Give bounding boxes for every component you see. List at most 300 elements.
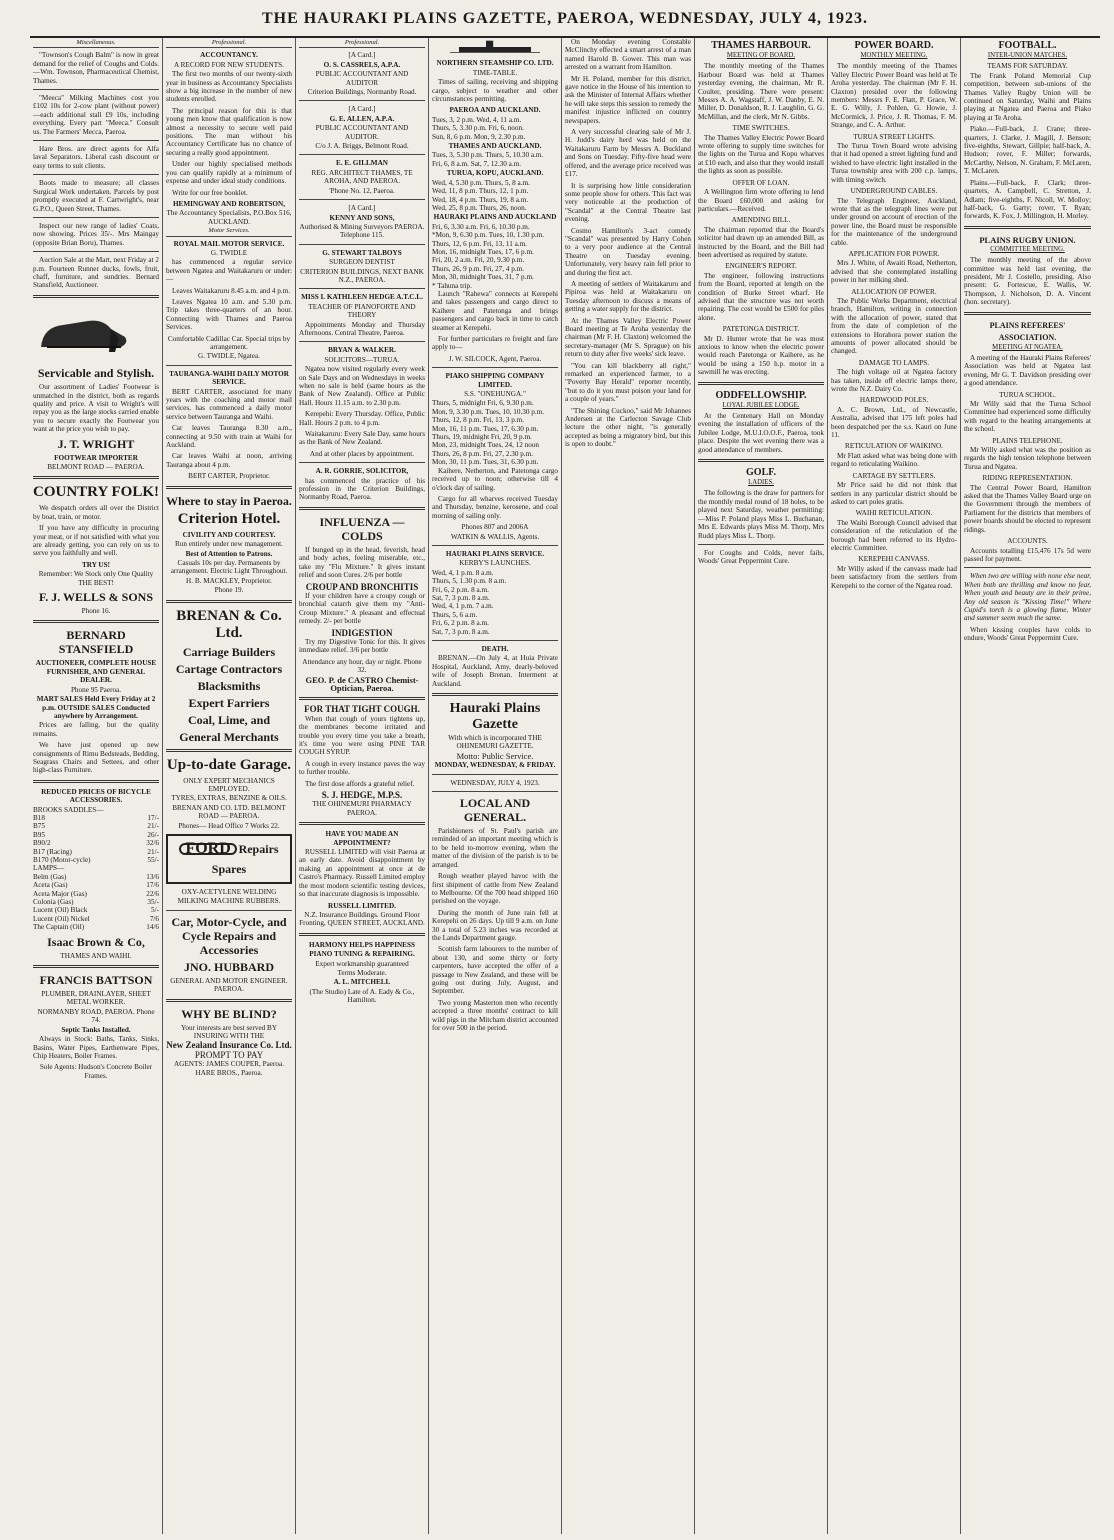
gorrie-text: has commenced the practice of his profession in the Criterion Buildings, Normanby Road, Paeroa. (299, 476, 425, 502)
bryan-walker: BRYAN & WALKER. (328, 346, 396, 355)
card-label: [A Card.] (348, 51, 376, 60)
kerby-rows (432, 569, 558, 636)
timetable-row: Wed, 18, 4 p.m. Thurs, 19, 8 a.m. (432, 195, 529, 204)
hauraki-auckland-head: HAURAKI PLAINS AND AUCKLAND (433, 213, 557, 222)
battson-address: NORMANBY ROAD, PAEROA. Phone 74. (37, 1007, 155, 1025)
bryan-sub: SOLICITORS—TURUA. (324, 355, 400, 364)
subhead: ACCOUNTS. (1007, 537, 1048, 546)
talboys-address: CRITERION BUILDINGS, NEXT BANK N.Z., PAEROA. (300, 267, 424, 284)
lamp-price-row: Aceta Major (Gas) 22/6 (33, 889, 159, 898)
ad-coats: Inspect our new range of ladies' Coats, now showing. Prices 35/-. Mrs Maingay (opposite Brian Boru), Thames. (33, 221, 159, 247)
thames-auckland-rows (432, 151, 558, 168)
car-repairs: Car, Motor-Cycle, and Cycle Repairs and Accessories (171, 914, 287, 957)
article-head: THAMES HARBOUR. (711, 40, 811, 51)
criterion-text-1: Run entirely under new management. (175, 540, 283, 549)
hedge-mps: S. J. HEDGE, M.P.S. (321, 790, 403, 801)
kenny-name: KENNY AND SONS, (329, 213, 395, 222)
battson-name: FRANCIS BATTSON (39, 973, 153, 988)
lamp-price-row: Lucent (Oil) Black 5/- (33, 906, 159, 915)
article-head: PLAINS RUGBY UNION. (979, 234, 1076, 245)
article-sub: INTER-UNION MATCHES. (987, 52, 1068, 59)
subhead: CARTAGE BY SETTLERS. (852, 471, 936, 480)
timetable-row: Thurs, 12, 6 p.m. Fri, 13, 11 a.m. (432, 239, 527, 248)
article-para: The engineer, following instructions from the Board, reported at length on the condition of Burke Street wharf. He advised that the structure was not worth repairing. The cost would be £500 for piles alone. (698, 271, 824, 322)
newspaper-page (30, 38, 1100, 1534)
shoe-text: Our assortment of Ladies' Footwear is unmatched in the district, both as regards quality and price. A visit to Wright's will repay you as the large stocks carried enable you to secure exactly the Footwear you want at the price you wish to pay. (33, 383, 159, 434)
subhead: ALLOCATION OF POWER. (851, 287, 937, 296)
further-text: For further particulars re freight and fare apply to— (432, 335, 558, 352)
bryan-ngatea: Ngatea now visited regularly every week on Sale Days and on Wednesdays in weeks when no sale is held (same hours as the Bank of New Zealand). Office at Public Hall. Hours 11.15 a.m. to 2.30 p.m. (299, 365, 425, 407)
section-label: Miscellaneous. (33, 39, 159, 48)
hedge-sub: TEACHER OF PIANOFORTE AND THEORY (308, 302, 416, 320)
timetable-row: Mon, 30, midnight Tues, 31, 7 p.m. (432, 273, 534, 282)
sole-agents: Sole Agents: Hudson's Concrete Boiler Frames. (39, 1063, 153, 1080)
criterion-hotel: Criterion Hotel. (177, 510, 281, 527)
news-para: A very successful clearing sale of Mr J. H. Judd's dairy herd was held on the Waitakaruru Farm by Messrs A. Buckland and Sons on Tuesday. Fifty-five head were offered, and the average price received was £17. (565, 128, 691, 179)
subhead: RIDING REPRESENTATION. (982, 474, 1073, 483)
ford-repairs: Repairs (238, 841, 279, 856)
kerby: KERBY'S LAUNCHES. (459, 559, 531, 568)
subhead: KEREPEHI CANVASS. (858, 555, 930, 564)
article-para: The Turua Town Board wrote advising that it had opened a street lighting fund and wished to have electric light installed in the Turua township area with 200 c.p. lamps, with timing switch. (831, 142, 957, 184)
article-para: Accounts totalling £15,476 17s 5d were passed for payment. (964, 546, 1091, 563)
ford-ad (166, 834, 292, 884)
ad-cough-balm: "Townson's Cough Balm" is now in great demand for the relief of Coughs and Colds.—Wm. Townson, Pharmaceutical Chemist, Thames. (33, 51, 159, 85)
turua-kopu-rows (432, 179, 558, 213)
accountancy-head: ACCOUNTANCY. (200, 51, 258, 60)
twidle-signature: G. TWIDLE, Ngatea. (198, 352, 260, 361)
saddle-price-row: B90/2 32/6 (33, 839, 159, 848)
paper-days: MONDAY, WEDNESDAY, & FRIDAY. (434, 761, 556, 770)
timetable-row: Fri, 6, 2 p.m. 8 a.m. (432, 619, 489, 628)
subhead: PLAINS TELEPHONE. (992, 436, 1063, 445)
tauranga-head: TAURANGA-WAIHI DAILY MOTOR SERVICE. (169, 369, 289, 387)
garage-text-2: TYRES, EXTRAS, BENZINE & OILS. (171, 794, 287, 803)
article-head: POWER BOARD. (854, 40, 934, 51)
brenan-service: Carriage Builders (182, 644, 276, 659)
paeroa-auckland-rows (432, 116, 558, 141)
russell-name: RUSSELL LIMITED. (328, 901, 396, 910)
lamp-price-row: Belm (Gas) 13/6 (33, 872, 159, 881)
article-para: A. C. Brown, Ltd., of Newcastle, Australia, advised that 175 left poles had been despatched per the s.s. Kauri on June 11. (831, 405, 957, 440)
news-para: Cosmo Hamilton's 3-act comedy "Scandal" was presented by Harry Cohen to a very poor audience at the Central Theatre on Tuesday evening. Unfortunately, very heavy rain fell prior to and during the first act. (565, 226, 691, 277)
death-text: BRENAN.—On July 4, at Huia Private Hospital, Auckland, Amy, dearly-beloved wife of Joseph Brenan. Interment at Auckland. (432, 654, 558, 688)
article-para: The Thames Valley Electric Power Board wrote offering to supply time switches for the lights on the Turua and Kopu wharves at £10 each, and also that they would install the lights as soon as possible. (698, 133, 824, 176)
timetable-row: Wed, 4, 5.30 p.m. Thurs, 5, 8 a.m. (432, 178, 530, 187)
hauraki-auckland-rows (432, 223, 558, 282)
paeroa-auckland-head: PAEROA AND AUCKLAND. (449, 106, 541, 115)
column-professional-2 (296, 38, 429, 1534)
hemingway-sub: The Accountancy Specialists, P.O.Box 516, AUCKLAND. (166, 209, 292, 226)
article-sub: MEETING OF BOARD. (726, 52, 796, 59)
subhead: PATETONGA DISTRICT. (722, 325, 800, 334)
local-text-4: Scottish farm labourers to the number of about 130, and some thirty or forty carpenters, have accepted the offer of a passage to New Zealand, and these will be going out during July, August, and September. (432, 945, 558, 996)
lamp-price-list (33, 873, 159, 932)
timetable-row: Sun, 8, 6 p.m. Mon, 9, 2.30 p.m. (432, 132, 526, 141)
article-para: The Central Power Board, Hamilton asked that the Thames Valley Board urge on the Government through the members of Parliament for the districts that members of power boards should be elected to represent ridings. (964, 483, 1091, 534)
timetable-row: Thurs, 5, midnight Fri, 6, 9.30 p.m. (432, 399, 534, 408)
tight-cough-text-2: A cough in every instance paves the way to further trouble. (299, 759, 425, 777)
bernard-name: BERNARD STANSFIELD (58, 628, 134, 657)
watkin: WATKIN & WALLIS, Agents. (450, 532, 540, 541)
column-shipping (429, 38, 562, 1534)
croup-text: If your children have a croupy cough or bronchial catarrh give them my "Anti-Croup Mixture." A pleasant and effectual remedy. 2/- per bottle (299, 591, 425, 626)
royal-mail-head: ROYAL MAIL MOTOR SERVICE. (173, 239, 285, 248)
article-para: Mr Willy asked if the canvass made had been satisfactory from the settlers from Kerepehi to the corner of the Ngatea road. (831, 564, 957, 590)
article-para: Mr D. Hunter wrote that he was most anxious to know when the electric power would reach Patetonga or Kaihere, as he would be using a 150 h.p. motor in a sawmill he was erecting. (698, 334, 824, 377)
mart-text-3: We have just opened up new consignments of Rimu Bedsteads, Bedding, Seagrass Chairs and Settees, and other high-class Furniture. (33, 741, 159, 775)
twidle-name: G. TWIDLE (210, 248, 248, 257)
saddle-price-row: B95 26/- (33, 830, 159, 839)
article-para: The monthly meeting of the above committee was held last evening, the president, Mr J. Costello, presiding. Also present: G. Fortescue, E. Wallis, W. Thompson, J. Nicholson, D. A. Vincent (hon. secretary). (964, 256, 1091, 307)
article-para: The monthly meeting of the Thames Valley Electric Power Board was held at Te Aroha yesterday. The chairman (Mr F. H. Claxton) presided over the following members: Messrs F. E. Flatt, P. Grace, W. E. G. Willy, J. Pohlen, G. Howie, J. McCormick, J. Price, J. R. Thomas, F. M. Strange, and C. A. Arthur. (831, 62, 957, 130)
article-sub: MEETING AT NGATEA. (992, 343, 1063, 351)
country-folk-title: COUNTRY FOLK! (33, 484, 159, 501)
timetable-row: Sat, 7, 3 p.m. 8 a.m. (432, 593, 490, 602)
ford-logo: FORD (179, 843, 236, 855)
article-para: Plains.—Full-back, F. Clark; three-quarters, A. Campbell, C. Stretton, J. Adlam; five-eighths, F. Nicoll, W. Molloy; half-back, G. Garty; rover, T. Ryan; forwards, K. Fox, J. Millington, H. Morley. (964, 178, 1091, 221)
column-power-board (828, 38, 961, 1534)
timetable-row: Wed, 4, 1 p.m. 8 a.m. (432, 568, 494, 577)
lamp-price-row: Aceta (Gas) 17/6 (33, 881, 159, 890)
expert-work: Expert workmanship guaranteed (315, 959, 409, 968)
subhead: TIME SWITCHES. (732, 124, 790, 133)
article-para: The following is the draw for partners for the monthly medal round of 18 holes, to be played next Saturday, weather permitting:—Miss P. Poland plays Miss L. Buchanan, Mrs E. Edwards plays Miss M. Thorp, Mrs Rudd plays Miss L. Thorp. (698, 489, 824, 540)
article-para: Mr Willy asked what was the position as regards the high tension telephone between Turua and Ngatea. (964, 446, 1091, 471)
article-head: ODDFELLOWSHIP. (715, 389, 807, 401)
column-news (562, 38, 695, 1534)
brenan-service: Cartage Contractors (175, 661, 283, 676)
subhead: WAIHI RETICULATION. (855, 509, 933, 518)
launch-text: Launch "Rahewa" connects at Kerepehi and takes passengers and cargo direct to Kaihere and Patetonga and brings passengers and cargo back in time to catch steamer at Kerepehi. (432, 289, 558, 332)
saddle-price-row: B18 17/- (33, 813, 159, 822)
timetable-row: Wed, 25, 8 p.m. Thurs, 26, noon. (432, 203, 527, 212)
criterion-text-3: Casuals 10s per day. Permanents by arrangement. Electric Light Throughout. (170, 558, 288, 576)
onehunga: S.S. "ONEHUNGA." (464, 390, 526, 399)
appointment-title: HAVE YOU MADE AN APPOINTMENT? (325, 830, 399, 847)
bernard-sub: AUCTIONEER, COMPLETE HOUSE FURNISHER, AND GENERAL DEALER. (35, 659, 157, 685)
piako-rows (432, 399, 558, 466)
news-para: "You can kill blackberry all right," remarked an experienced farmer, to a "Poverty Bay Herald" reporter recently, "but to do it you must poison your land for a couple of years." (565, 361, 691, 404)
timetable-row: Mon, 30, 11 p.m. Tues, 31, 6.30 p.m. (432, 458, 539, 467)
tahuna-note: * Tahuna trip. (432, 281, 472, 290)
wells-phone: Phone 16. (81, 607, 111, 616)
brenan-name: BRENAN & Co. Ltd. (176, 607, 282, 641)
accountancy-text-4: Write for our free booklet. (172, 188, 248, 197)
paper-sub: With which is incorporated THE OHINEMURI GAZETTE. (448, 734, 542, 751)
terms: Terms Moderate. (337, 968, 387, 977)
local-text-5: Two young Masterton men who recently accepted a three months' contract to kill wild pigs in the Mitcham district accounted for over 500 in the period. (432, 998, 558, 1032)
subhead: TURUA STREET LIGHTS. (853, 132, 935, 141)
accountancy-text-1: The first two months of our twenty-sixth year in business as Accountancy Specialists show a big increase in the number of new students enrolled. (166, 70, 292, 104)
indigestion-text: Try my Digestive Tonic for this. It gives immediate relief. 3/6 per bottle (299, 637, 425, 655)
subhead: ENGINEER'S REPORT. (725, 262, 797, 271)
article-para: The chairman reported that the Board's solicitor had drawn up an amended Bill, as instructed by the Board, and the Bill had been advertised as required by statute. (698, 225, 824, 259)
column-miscellaneous (30, 38, 163, 1534)
article-sub: LOYAL JUBILEE LODGE. (722, 401, 800, 409)
timetable-row: Thurs, 5, 3.30 p.m. Fri, 6, noon. (432, 124, 524, 133)
country-text-2: If you have any difficulty in procuring your meat, or if not satisfied with what you are already getting, you can rely on us to serve you faithfully and well. (33, 524, 159, 558)
turua-kopu-head: TURUA, KOPU, AUCKLAND. (446, 169, 544, 178)
subhead: UNDERGROUND CABLES. (850, 187, 938, 196)
insurance-agents: AGENTS: JAMES COUPER, Paeroa. HARE BROS., Paeroa. (173, 1060, 284, 1077)
silcock: J. W. SILCOCK, Agent, Paeroa. (448, 354, 542, 363)
news-para: At the Thames Valley Electric Power Board meeting at Te Aroha yesterday the chairman (Mr F. H. Claxton) welcomed the secretary-manager (Mr S. Sprague) on his return to duty after five weeks' sick leave. (565, 316, 691, 359)
civility: CIVILITY AND COURTESY. (182, 530, 276, 539)
timetable-row: Fri, 20, 2 a.m. Fri, 20, 9.30 p.m. (432, 256, 525, 265)
piano-tuning: PIANO TUNING & REPAIRING. (309, 950, 415, 959)
twidle-text-1: has commenced a regular service between Ngatea and Waitakaruru or under:— (166, 258, 292, 284)
timetable-row: Mon, 23, midnight Tues, 24, 12 noon (432, 441, 540, 450)
subhead: OFFER OF LOAN. (732, 178, 790, 187)
garage-text-1: ONLY EXPERT MECHANICS EMPLOYED. (183, 776, 275, 793)
news-para: Mr H. Poland, member for this district, gave notice in the House of his intention to ask the Minister of Internal Affairs whether he will take steps this session to remedy the manifest injustice inflicted on country newspapers. (565, 74, 691, 125)
brenan-service: General Merchants (179, 729, 279, 744)
appointment-text: RUSSELL LIMITED will visit Paeroa at an early date. Avoid disappointment by making an appointment at once at de Castro's Pharmacy. Russell Limited employ the most modern scientific testing devices, so that inaccurate diagnosis is impossible. (299, 848, 425, 899)
article-head: PLAINS REFEREES' ASSOCIATION. (989, 320, 1066, 342)
gillman-phone: 'Phone No. 12, Paeroa. (329, 186, 395, 195)
card-label: [A Card.] (348, 204, 376, 213)
phones: Phones 807 and 2006A (461, 523, 529, 532)
article-head: GOLF. (746, 467, 776, 479)
bryan-other: And at other places by appointment. (309, 449, 415, 458)
timetable-row: Thurs, 26, 8 p.m. Fri, 27, 2.30 p.m. (432, 449, 534, 458)
lamps-label: LAMPS— (33, 864, 65, 873)
mart-sales: MART SALES Held Every Friday at 2 p.m. OUTSIDE SALES Conducted anywhere by Arrangement. (36, 695, 156, 720)
thames-auckland-head: THAMES AND AUCKLAND. (448, 142, 542, 151)
accountancy-sub: A RECORD FOR NEW STUDENTS. (174, 60, 284, 69)
timetable-row: Thurs, 5, 6 a.m. (432, 610, 478, 619)
saddle-price-list (33, 814, 159, 864)
flu-text: If bunged up in the head, feverish, head and body aches, feeling miserable, etc., take my "Flu Mixture." It gives instant relief and soon Cures. 2/6 per bottle (299, 545, 425, 580)
brenan-services (166, 645, 292, 744)
isaac-brown: Isaac Brown & Co, (47, 934, 145, 949)
news-para: It is surprising how little consideration some people show for others. This fact was very noticeable at the production of "Scandal" at the Central Theatre last evening. (565, 181, 691, 224)
wright-sub: FOOTWEAR IMPORTER (54, 453, 138, 462)
timetable-row: Fri, 6, 2 p.m. 8 a.m. (432, 585, 489, 594)
garage-text-3: BRENAN AND CO. LTD. BELMONT ROAD — PAEROA. (172, 803, 286, 821)
article-para: At the Centenary Hall on Monday evening the installation of officers of the Jubilee Lodge, M.U.I.O.O.F., Paeroa, took place. Despite the wet evening there was a good attendance of members. (698, 412, 824, 454)
wright-name: J. T. WRIGHT (57, 436, 135, 451)
brenan-service: Blacksmiths (197, 678, 261, 693)
accountancy-text-2: The principal reason for this is that young men know that qualification is now almost a necessity to secure well paid positions. The man without his Accountancy Certificate has no chance of securing a really good appointment. (166, 106, 292, 157)
ad-hare-bros: Hare Bros. are direct agents for Alfa laval Separators. Liberal cash discount or easy terms to suit clients. (33, 145, 159, 170)
article-para: The Public Works Department, electrical branch, Hamilton, writing in connection with the allocation of power, stated that from the date of completion of the extensions to Horahora power station the amounts of power allocated should be changed. (831, 296, 957, 356)
ad-auction: Auction Sale at the Mart, next Friday at 2 p.m. Fourteen Runner ducks, fowls, fruit, chaff, furniture, and sundries. Bernard Stansfield, Auctioneer. (33, 256, 159, 290)
paper-title: Hauraki Plains Gazette (449, 701, 541, 733)
bernard-phone: Phone 95 Paeroa. (70, 685, 122, 694)
article-para: A Wellington firm wrote offering to lend the Board £60,000 and asking for particulars.—Received. (698, 188, 824, 213)
timetable-row: Mon, 16, 11 p.m. Tues, 17, 6.30 p.m. (432, 424, 539, 433)
article-para: Piako.—Full-back, J. Crane; three-quarters, J. Clarke, J. Magill, J. Benson; five-eighths, Stewart, Gillpie; half-back, A. Hudson; rover, F. Miller; forwards, McCarthy, Nelson, N. Graham, F. McLaren, T. McLaren. (964, 125, 1091, 176)
timetable-row: Sat, 7, 3 p.m. 8 a.m. (432, 627, 490, 636)
isaac-sub: THAMES AND WAIHI. (60, 951, 132, 960)
harmony: HARMONY HELPS HAPPINESS (309, 940, 415, 949)
news-para: A meeting of settlers of Waitakaruru and Pipiroa was held at Waitakaruru on Tuesday afternoon to discuss a means of getting a water supply for the district. (565, 279, 691, 314)
kenny-sub: Authorised & Mining Surveyors PAEROA. Telephone 115. (299, 222, 425, 240)
cassrels-sub: PUBLIC ACCOUNTANT AND AUDITOR (315, 70, 409, 87)
article-para: The Telegraph Engineer, Auckland, wrote that as the telegraph lines were put under ground on account of erection of the power line, the Board must be responsible for the maintenance of the underground cable. (831, 196, 957, 247)
accountancy-text-3: Under our highly specialised methods you can qualify rapidly at a minimum of expense and under ideal study conditions. (166, 160, 292, 186)
article-para: The high voltage oil at Ngatea factory has taken, inside off electric lamps there, wrote the N.Z. Dairy Co. (831, 368, 957, 394)
article-head: FOOTBALL. (998, 40, 1057, 51)
hubbard-name: JNO. HUBBARD (183, 959, 274, 974)
saddle-price-row: B75 21/- (33, 822, 159, 831)
cargo-text: Cargo for all wharves received Tuesday and Thursday, benzine, kerosene, and coal morning of sailing only. (432, 494, 558, 520)
criterion-text-2: Best of Attention to Patrons. (185, 549, 273, 558)
column-thames-harbour (695, 38, 828, 1534)
where-to-stay: Where to stay in Paeroa. (166, 493, 292, 508)
hedge-text: Appointments Monday and Thursday Afternoons. Central Theatre, Paeroa. (299, 320, 425, 337)
peppermint-ad: When kissing couples have colds to endure, Woods' Great Peppermint Cure. (964, 625, 1091, 643)
local-text-3: During the month of June rain fell at Kerepehi on 26 days. Up till 9 a.m. on June 30 a total of 5.23 inches was recorded at the Lands Department gauge. (432, 908, 558, 942)
subhead: TURUA SCHOOL. (999, 390, 1056, 399)
article-para: Mrs J. White, of Awaiti Road, Netherton, advised that she contemplated installing power in her milking shed. (831, 259, 957, 285)
tauranga-text-1: BERT CARTER, associated for many years with the coaching and motor mail services, has commenced a daily motor service between Tauranga and Waihi. (166, 387, 292, 421)
remember: Remember: We Stock only One Quality THE BEST! (38, 570, 154, 587)
paper-date: WEDNESDAY, JULY 4, 1923. (450, 778, 540, 787)
subhead: APPLICATION FOR POWER. (848, 249, 940, 258)
gorrie-name: A. R. GORRIE, SOLICITOR, (315, 467, 409, 476)
talboys-sub: SURGEON DENTIST (329, 258, 395, 267)
subhead: DAMAGE TO LAMPS. (858, 358, 930, 367)
allen-address: C/o J. A. Briggs, Belmont Road. (315, 142, 409, 151)
hedge-name: MISS I. KATHLEEN HEDGE A.T.C.L. (301, 293, 423, 302)
timetable-row: Fri, 6, 8 a.m. Sat, 7, 12.30 a.m. (432, 159, 522, 168)
ad-boots: Boots made to measure; all classes Surgical Work undertaken. Parcels by post promptly executed at F. Cartwright's, near G.P.O., Queen Street, Thames. (33, 179, 159, 213)
subhead: TEAMS FOR SATURDAY. (987, 62, 1068, 71)
column-professional (163, 38, 296, 1534)
timetable-row: Fri, 6, 3.30 a.m. Fri, 6, 10.30 p.m. (432, 222, 530, 231)
news-para: On Monday evening Constable McClinchy effected a smart arrest of a man named Harold B. Gower. This man was arrested on a warrant from Hamilton. (565, 38, 691, 72)
article-para: Mr Flatt asked what was being done with regard to reticulating Waikino. (831, 451, 957, 469)
hedge-mps-sub: THE OHINEMURI PHARMACY PAEROA. (312, 800, 412, 817)
country-text-1: We despatch orders all over the District by boat, train, or motor. (33, 504, 159, 521)
wells-name: F. J. WELLS & SONS (38, 590, 154, 605)
article-para: The Frank Poland Memorial Cup competition, between sub-unions of the Thames Valley Rugby Union will be continued on Saturday, Waihi and Plains playing at Ngatea and Paeroa and Piako playing at Te Aroha. (964, 71, 1091, 122)
brooks-label: BROOKS SADDLES— (33, 805, 104, 814)
timetable-text: Times of sailing, receiving and shipping cargo, subject to weather and other circumstances permitting. (432, 78, 558, 104)
hubbard-sub: GENERAL AND MOTOR ENGINEER. PAEROA. (170, 976, 288, 994)
croup-title: CROUP AND BRONCHITIS (305, 581, 419, 592)
timetable-row: Wed, 11, 8 p.m. Thurs, 12, 1 p.m. (432, 187, 529, 196)
lamp-price-row: Lucent (Oil) Nickel 7/6 (33, 914, 159, 923)
steamship-icon (432, 38, 558, 56)
timetable-row: *Mon, 9, 6.30 p.m. Tues, 10, 1.30 p.m. (432, 231, 545, 240)
shoe-title: Servicable and Stylish. (37, 366, 155, 381)
timetable-row: Mon, 9, 3.30 p.m. Tues, 10, 10.30 p.m. (432, 407, 545, 416)
paper-motto: Motto: Public Service. (456, 750, 534, 761)
allen-sub: PUBLIC ACCOUNTANT AND AUDITOR. (315, 124, 409, 141)
column-football (961, 38, 1094, 1534)
oxy-welding: OXY-ACETYLENE WELDING (181, 887, 277, 896)
saddle-price-row: B170 (Motor-cycle) 55/- (33, 856, 159, 864)
brenan-service: Expert Farriers (188, 695, 270, 710)
garage-text-4: Phones— Head Office 7 Works 22. (178, 821, 280, 830)
piako-head: PIAKO SHIPPING COMPANY LIMITED. (445, 372, 545, 389)
local-general-head: LOCAL AND GENERAL. (459, 796, 531, 825)
castro-name: GEO. P. de CASTRO Chemist-Optician, Paeroa. (305, 674, 419, 693)
kaihere-text: Kaihere, Netherton, and Patetonga cargo received up to noon; otherwise till 4 o'clock day of sailing. (432, 466, 558, 492)
local-text-2: Rough weather played havoc with the first shipment of cattle from New Zealand to Melbourne. Of the 700 head shipped 160 perished on the voyage. (432, 872, 558, 906)
mitchell-name: A. L. MITCHELL (333, 978, 391, 987)
stock-list: Always in Stock: Baths, Tanks, Sinks, Basins, Water Pipes, Earthenware Pipes, Chip Heaters, Boiler Frames. (33, 1035, 159, 1060)
prompt-to-pay: PROMPT TO PAY (194, 1049, 264, 1060)
attendance: Attendance any hour, day or night. Phone 32. (302, 657, 422, 675)
bryan-waitakaruru: Waitakaruru: Every Sale Day, same hours as the Bank of New Zealand. (299, 430, 425, 447)
gillman-sub: REG. ARCHITECT THAMES, TE AROHA, AND PAEROA. (311, 168, 413, 186)
section-label: Professional. (166, 39, 292, 48)
battson-sub: PLUMBER, DRAINLAYER, SHEET METAL WORKER. (41, 990, 151, 1007)
nz-insurance: New Zealand Insurance Co. Ltd. (166, 1040, 292, 1051)
timetable-row: Wed, 4, 1 p.m. 7 a.m. (432, 602, 494, 611)
tight-cough-text: When that cough of yours tightens up, the membranes become irritated and trouble you every time you take a breath, it's time you were using PINE TAR COUGH SYRUP. (299, 714, 425, 757)
tauranga-signature: BERT CARTER, Proprietor. (188, 472, 270, 481)
twidle-text-2: Leaves Waitakaruru 8.45 a.m. and 4 p.m. (172, 286, 291, 295)
timetable-row: Tues, 3, 5.30 p.m. Thurs, 5, 10.30 a.m. (432, 151, 544, 160)
article-sub: COMMITTEE MEETING. (990, 245, 1065, 253)
hemingway-name: HEMINGWAY AND ROBERTSON, (172, 199, 286, 208)
ford-spares: Spares (211, 861, 247, 876)
section-label: Professional. (299, 39, 425, 48)
bicycle-heading: REDUCED PRICES OF BICYCLE ACCESSORIES. (41, 787, 151, 805)
local-text-1: Parishioners of St. Paul's parish are reminded of an important meeting which is to be held to-morrow evening, when the matter of the division of the parish is to be arranged. (432, 827, 558, 869)
article-sub: MONTHLY MEETING. (860, 52, 928, 59)
masthead: THE HAURAKI PLAINS GAZETTE, PAEROA, WEDNESDAY, JULY 4, 1923. (30, 10, 1100, 38)
garage-title: Up-to-date Garage. (166, 756, 292, 773)
twidle-text-3: Leaves Ngatea 10 a.m. and 5.30 p.m. Trip takes three-quarters of an hour. Connecting with Thames and Paeroa Services. (166, 297, 292, 332)
peppermint-ad: For Coughs and Colds, never fails, Woods' Great Peppermint Cure. (698, 548, 824, 566)
ad-mecca: "Meeca" Milking Machines cost you £102 10s for 2-cow plant (without power)—each additional stall £9 10s, including everything. Every part "Meeca." Consult us. The Farmers' Mecca, Paeroa. (33, 94, 159, 136)
mackley-phone: Phone 19. (214, 586, 244, 595)
northern-steamship: NORTHERN STEAMSHIP CO. LTD. (436, 59, 554, 68)
saddle-price-row: B17 (Racing) 21/- (33, 847, 159, 856)
news-para: "The Shining Cuckoo," said Mr Johannes Andersen at the Carlecton Savage Club lecture the other night, "is generally accepted as being a migratory bird, but this is open to doubt." (565, 406, 691, 449)
hps-head: HAURAKI PLAINS SERVICE. (445, 549, 545, 558)
tight-cough-text-3: The first dose affords a grateful relief. (305, 779, 415, 788)
gillman-name: E. E. GILLMAN (336, 159, 388, 168)
septic-tanks: Septic Tanks Installed. (61, 1025, 131, 1034)
article-sub: LADIES. (748, 479, 774, 487)
blind-sub: Your interests are best served BY INSURING WITH THE (180, 1023, 278, 1040)
tight-cough-title: FOR THAT TIGHT COUGH. (304, 704, 420, 715)
russell-address: N.Z. Insurance Buildings. Ground Floor Fronting, QUEEN STREET, AUCKLAND. (299, 910, 425, 928)
article-para: The Waihi Borough Council advised that consideration of the reticulation of the borough had been referred to its Hydro-electric Committee. (831, 518, 957, 552)
brenan-service: Coal, Lime, and (187, 712, 270, 727)
mitchell-studio: (The Studio) Late of A. Eady & Co., Hamilton. (309, 987, 415, 1005)
lamp-price-row: The Captain (Oil) 14/6 (33, 923, 159, 932)
try-us: TRY US! (81, 560, 111, 569)
influenza-title: INFLUENZA — COLDS (319, 514, 405, 543)
cassrels-address: Criterion Buildings, Normanby Road. (307, 88, 417, 97)
card-label: [A Card.] (348, 105, 376, 114)
mart-text-2: Prices are falling, but the quality remains. (33, 721, 159, 738)
subhead: AMENDING BILL. (731, 216, 791, 225)
timetable-row: Thurs, 5, 1.30 p.m. 8 a.m. (432, 577, 507, 586)
death-head: DEATH. (481, 645, 509, 653)
timetable-row: Mon, 16, midnight Tues, 17, 6 p.m. (432, 247, 534, 256)
subhead: HARDWOOD POLES. (859, 396, 929, 405)
kissing-time-poem: When two are willing with none else near, When both are thrilling and know no fear, When youth and beauty are in their prime, Any old season is "Kissing Time!" Where Cupid's torch is a glowing flame, Winter and summer seem much the same. (964, 572, 1091, 623)
timetable-head: TIME-TABLE. (472, 68, 518, 77)
section-label: Motor Services. (166, 227, 292, 236)
timetable-row: Thurs, 26, 9 p.m. Fri, 27, 4 p.m. (432, 264, 525, 273)
tauranga-text-3: Car leaves Waihi at noon, arriving Tauranga about 4 p.m. (166, 452, 292, 469)
timetable-row: Thurs, 12, 8 p.m. Fri, 13, 3 p.m. (432, 416, 525, 425)
article-para: Mr Price said he did not think that settlers in any particular district should be asked to cart poles gratis. (831, 481, 957, 506)
shoe-illustration (33, 306, 133, 358)
wright-address: BELMONT ROAD — PAEROA. (47, 463, 145, 471)
